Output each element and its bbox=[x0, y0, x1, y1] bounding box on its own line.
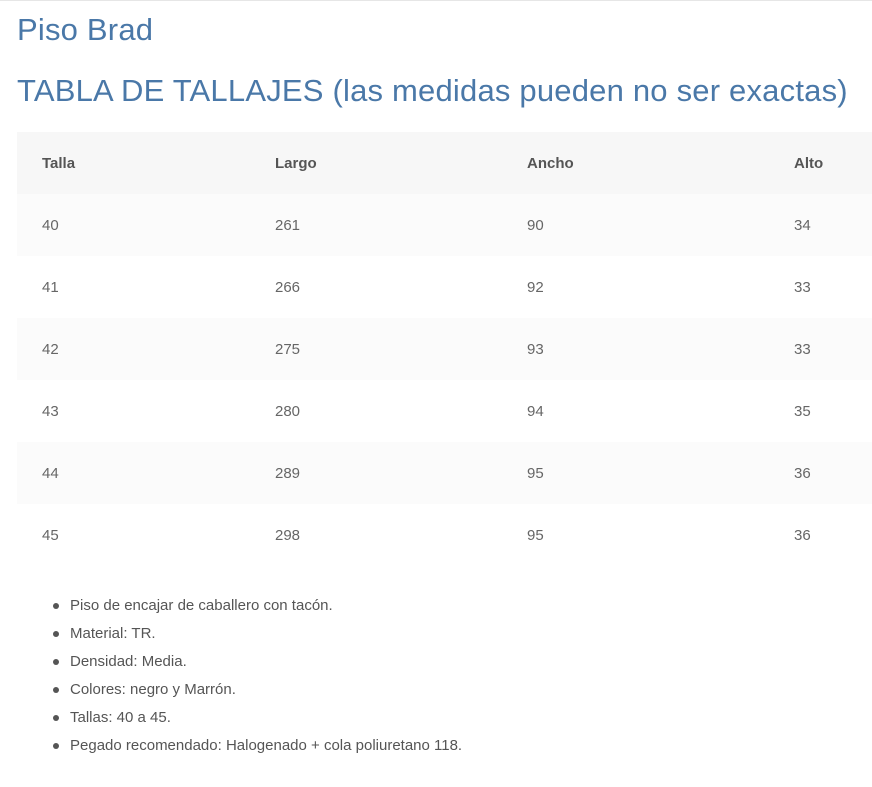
top-divider bbox=[0, 0, 872, 1]
cell-largo: 280 bbox=[250, 380, 502, 442]
cell-talla: 45 bbox=[17, 504, 250, 566]
cell-ancho: 95 bbox=[502, 442, 769, 504]
table-row bbox=[17, 504, 872, 566]
cell-ancho: 93 bbox=[502, 318, 769, 380]
cell-alto: 36 bbox=[769, 504, 872, 566]
cell-alto: 33 bbox=[769, 256, 872, 318]
size-chart-table bbox=[17, 132, 872, 566]
feature-list bbox=[70, 594, 462, 762]
list-item: Piso de encajar de caballero con tacón. bbox=[70, 594, 462, 622]
cell-largo: 266 bbox=[250, 256, 502, 318]
cell-alto: 34 bbox=[769, 194, 872, 256]
cell-alto: 35 bbox=[769, 380, 872, 442]
cell-largo: 275 bbox=[250, 318, 502, 380]
cell-largo: 261 bbox=[250, 194, 502, 256]
cell-ancho: 95 bbox=[502, 504, 769, 566]
cell-ancho: 92 bbox=[502, 256, 769, 318]
cell-alto: 33 bbox=[769, 318, 872, 380]
list-item: Colores: negro y Marrón. bbox=[70, 678, 462, 706]
cell-talla: 41 bbox=[17, 256, 250, 318]
cell-ancho: 90 bbox=[502, 194, 769, 256]
cell-largo: 289 bbox=[250, 442, 502, 504]
cell-talla: 42 bbox=[17, 318, 250, 380]
size-chart-heading: TABLA DE TALLAJES (las medidas pueden no ser exactas) bbox=[17, 73, 848, 108]
cell-talla: 40 bbox=[17, 194, 250, 256]
cell-alto: 36 bbox=[769, 442, 872, 504]
column-header-talla: Talla bbox=[17, 132, 250, 194]
table-header-row bbox=[17, 132, 872, 194]
table-row bbox=[17, 194, 872, 256]
list-item: Pegado recomendado: Halogenado + cola poliuretano 118. bbox=[70, 734, 462, 762]
list-item: Densidad: Media. bbox=[70, 650, 462, 678]
cell-ancho: 94 bbox=[502, 380, 769, 442]
cell-talla: 43 bbox=[17, 380, 250, 442]
column-header-ancho: Ancho bbox=[502, 132, 769, 194]
list-item: Tallas: 40 a 45. bbox=[70, 706, 462, 734]
table-row bbox=[17, 442, 872, 504]
column-header-largo: Largo bbox=[250, 132, 502, 194]
column-header-alto: Alto bbox=[769, 132, 872, 194]
table-row bbox=[17, 380, 872, 442]
cell-talla: 44 bbox=[17, 442, 250, 504]
cell-largo: 298 bbox=[250, 504, 502, 566]
list-item: Material: TR. bbox=[70, 622, 462, 650]
table-row bbox=[17, 318, 872, 380]
product-title: Piso Brad bbox=[17, 12, 154, 47]
table-row bbox=[17, 256, 872, 318]
